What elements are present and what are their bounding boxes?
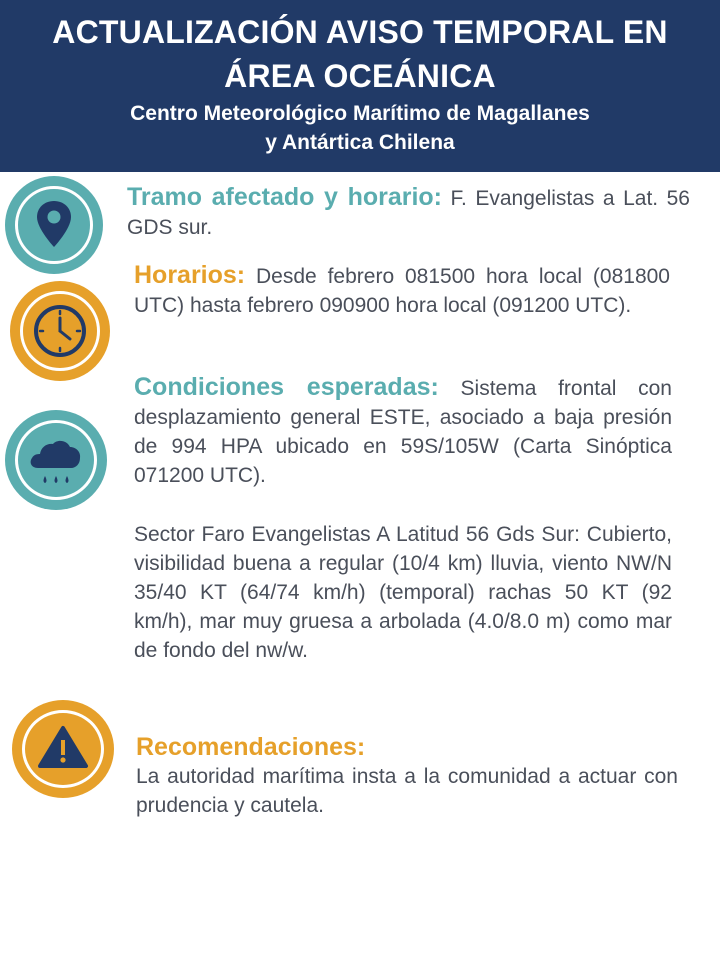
section-tramo bbox=[127, 183, 690, 242]
title-line-1: ACTUALIZACIÓN AVISO TEMPORAL EN bbox=[52, 14, 668, 50]
page-title bbox=[0, 10, 720, 98]
section-text-horarios: Desde febrero 081500 hora local (081800 UTC) hasta febrero 090900 hora local (091200 UTC). bbox=[134, 265, 670, 317]
title-line-2: ÁREA OCEÁNICA bbox=[224, 58, 496, 94]
clock-icon bbox=[10, 281, 110, 381]
section-text-tramo: F. Evangelistas a Lat. 56 GDS sur. bbox=[127, 187, 690, 239]
section-heading-horarios: Horarios: bbox=[134, 261, 246, 289]
section-heading-tramo: Tramo afectado y horario: bbox=[127, 183, 443, 211]
rain-cloud-icon bbox=[5, 410, 107, 510]
location-pin-icon bbox=[5, 176, 103, 274]
subtitle-line-2: y Antártica Chilena bbox=[265, 131, 455, 154]
section-sector-details bbox=[134, 520, 672, 665]
header-banner bbox=[0, 0, 720, 172]
subtitle-line-1: Centro Meteorológico Marítimo de Magallanes bbox=[130, 102, 590, 125]
section-heading-recomendaciones: Recomendaciones: bbox=[136, 733, 366, 761]
page-subtitle bbox=[0, 99, 720, 157]
warning-icon bbox=[12, 700, 114, 798]
section-heading-condiciones: Condiciones esperadas: bbox=[134, 373, 439, 401]
section-text-recomendaciones: La autoridad marítima insta a la comunidad a actuar con prudencia y cautela. bbox=[136, 765, 678, 817]
section-horarios bbox=[134, 261, 670, 320]
section-recomendaciones bbox=[136, 733, 678, 820]
section-text-condiciones: Sistema frontal con desplazamiento general ESTE, asociado a baja presión de 994 HPA ubicado en 59S/105W (Carta Sinóptica 071200 UTC). bbox=[134, 377, 672, 487]
sector-text: Sector Faro Evangelistas A Latitud 56 Gds Sur: Cubierto, visibilidad buena a regular (10/4 km) lluvia, viento NW/N 35/40 KT (64/74 km/h) (temporal) rachas 50 KT (92 km/h), mar muy gruesa a arbolada (4.0/8.0 m) como mar de fondo del nw/w. bbox=[134, 523, 672, 662]
section-condiciones bbox=[134, 373, 672, 490]
